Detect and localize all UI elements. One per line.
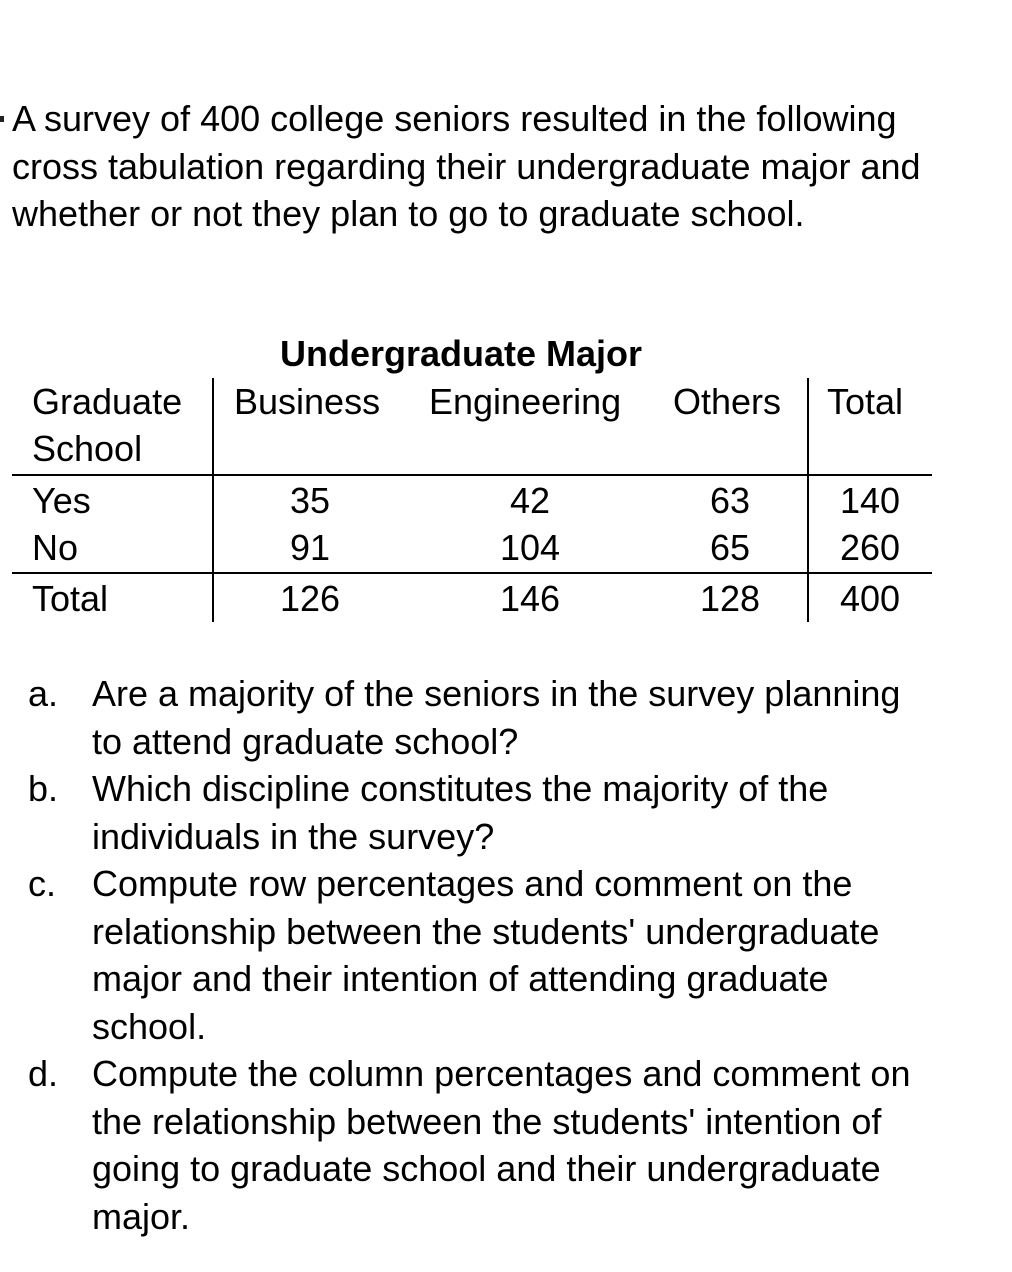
cell-no-total: 260 xyxy=(839,527,901,568)
cell-total-engineering: 146 xyxy=(499,578,561,619)
question-text: Which discipline constitutes the majority of the individuals in the survey? xyxy=(92,768,829,857)
cell-no-business: 91 xyxy=(289,527,331,568)
table-divider-right xyxy=(807,378,809,622)
question-list xyxy=(28,670,928,1240)
cell-yes-others: 63 xyxy=(709,480,751,521)
table-rule-header xyxy=(12,474,932,476)
column-header-engineering: Engineering xyxy=(429,381,622,422)
table-divider-left xyxy=(212,378,214,622)
cell-no-engineering: 104 xyxy=(499,527,561,568)
cell-yes-engineering: 42 xyxy=(509,480,551,521)
row-label-no: No xyxy=(32,527,79,568)
column-header-total: Total xyxy=(827,381,904,422)
question-marker: b. xyxy=(28,768,59,809)
cross-tabulation-table xyxy=(12,378,932,622)
row-header-line2: School xyxy=(32,428,143,469)
question-item xyxy=(28,1050,928,1240)
question-marker: c. xyxy=(28,863,57,904)
cell-total-business: 126 xyxy=(279,578,341,619)
column-header-business: Business xyxy=(234,381,381,422)
stray-mark xyxy=(0,116,4,122)
question-item xyxy=(28,765,928,860)
cell-yes-total: 140 xyxy=(839,480,901,521)
column-header-others: Others xyxy=(673,381,782,422)
question-text: Are a majority of the seniors in the survey planning to attend graduate school? xyxy=(92,673,901,762)
question-marker: a. xyxy=(28,673,59,714)
question-text: Compute the column percentages and comment on the relationship between the students' intention of going to graduate school and their undergraduate major. xyxy=(92,1053,911,1237)
cell-yes-business: 35 xyxy=(289,480,331,521)
cell-total-total: 400 xyxy=(839,578,901,619)
question-item xyxy=(28,860,928,1050)
cell-no-others: 65 xyxy=(709,527,751,568)
question-item xyxy=(28,670,928,765)
cell-total-others: 128 xyxy=(699,578,761,619)
question-marker: d. xyxy=(28,1053,59,1094)
row-header-line1: Graduate xyxy=(32,381,183,422)
table-rule-total xyxy=(12,572,932,574)
intro-paragraph: A survey of 400 college seniors resulted in the following cross tabulation regarding their undergraduate major and whether or not they plan to go to graduate school. xyxy=(12,98,921,234)
table-title: Undergraduate Major xyxy=(280,333,643,374)
question-text: Compute row percentages and comment on the relationship between the students' undergraduate major and their intention of attending graduate school. xyxy=(92,863,880,1047)
row-label-total: Total xyxy=(32,578,109,619)
row-label-yes: Yes xyxy=(32,480,91,521)
